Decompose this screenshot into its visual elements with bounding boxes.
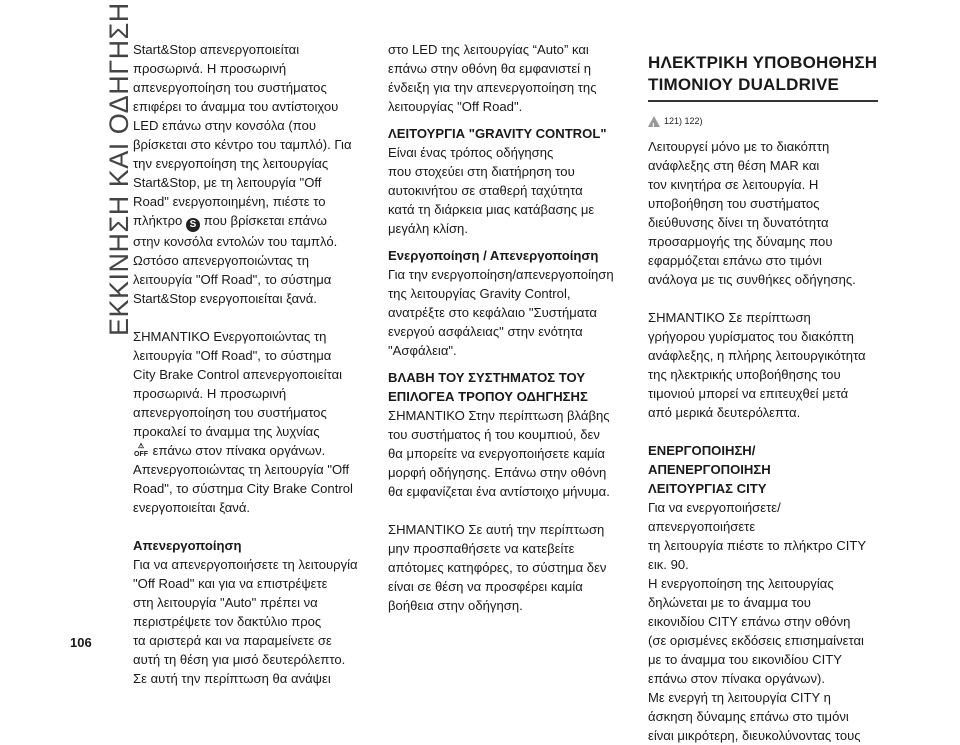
text-line: Με ενεργή τη λειτουργία CITY η <box>648 690 831 705</box>
text-line: Λειτουργεί μόνο με το διακόπτη <box>648 139 830 154</box>
text-line: βρίσκεται στο κέντρο του ταμπλό). Για <box>133 137 352 152</box>
text-line: ΣΗΜΑΝΤΙΚΟ Σε περίπτωση <box>648 310 811 325</box>
text-line: προσαρμογής της δύναμης που <box>648 234 833 249</box>
text-line: τη λειτουργία πιέστε το πλήκτρο CITY <box>648 538 867 553</box>
text-line: στο LED της λειτουργίας “Auto” και <box>388 42 589 57</box>
text-line: Σε αυτή την περίπτωση θα ανάψει <box>133 671 331 686</box>
text-line: "Ασφάλεια". <box>388 343 457 358</box>
text-line: άσκηση δύναμης επάνω στο τιμόνι <box>648 709 849 724</box>
section-title-dualdrive: ΗΛΕΚΤΡΙΚΗ ΥΠΟΒΟΗΘΗΣΗ ΤΙΜΟΝΙΟΥ DUALDRIVE <box>648 53 878 94</box>
paragraph-downhill-note <box>388 520 618 615</box>
text-line: λειτουργία "Off Road", το σύστημα <box>133 272 332 287</box>
warning-triangle-icon <box>648 116 660 127</box>
column-2 <box>388 40 618 615</box>
text-line: αυτή τη θέση για μισό δευτερόλεπτο. <box>133 652 346 667</box>
text-line: Start&Stop, με τη λειτουργία "Off <box>133 175 322 190</box>
text-line: είναι μικρότερη, διευκολύνοντας τους <box>648 728 861 743</box>
text-line: επάνω στην οθόνη θα εμφανιστεί η <box>388 61 592 76</box>
heading-activation: Ενεργοποίηση / Απενεργοποίηση <box>388 248 599 263</box>
text-line: Είναι ένας τρόπος οδήγησης <box>388 145 554 160</box>
text-line: βοήθεια στην οδήγηση. <box>388 598 523 613</box>
column-1 <box>133 40 358 688</box>
text-line: Απενεργοποιώντας τη λειτουργία "Off <box>133 462 350 477</box>
text-line: Start&Stop απενεργοποιείται <box>133 42 300 57</box>
heading-selector-fault: ΒΛΑΒΗ ΤΟΥ ΣΥΣΤΗΜΑΤΟΣ ΤΟΥ ΕΠΙΛΟΓΕΑ ΤΡΟΠΟΥ ΟΔΗΓΗΣΗΣ <box>388 370 588 404</box>
text-line: θα εμφανίζεται ένα αντίστοιχο μήνυμα. <box>388 484 610 499</box>
text-line: Ωστόσο απενεργοποιώντας τη <box>133 253 310 268</box>
paragraph-dualdrive <box>648 137 878 289</box>
text-line: που στοχεύει στη διατήρηση του <box>388 164 575 179</box>
side-section-title: ΕΚΚΙΝΗΣΗ ΚΑΙ ΟΔΗΓΗΣΗ <box>104 2 134 336</box>
text-line: στην κονσόλα εντολών του ταμπλό. <box>133 234 338 249</box>
text-line: τον κινητήρα σε λειτουργία. Η <box>648 177 819 192</box>
text-line: "Off Road" και για να επιστρέψετε <box>133 576 328 591</box>
text-line: υποβοήθηση του συστήματος <box>648 196 820 211</box>
text-line: ανάφλεξης στη θέση MAR και <box>648 158 820 173</box>
paragraph-city-brake-note <box>133 327 358 517</box>
text-line: είναι σε θέση να προσφέρει καμία <box>388 579 583 594</box>
paragraph-fault-note <box>388 406 618 501</box>
text-line: μορφή οδήγησης. Επάνω στην οθόνη <box>388 465 607 480</box>
text-line: κατά τη διάρκεια μιας κατάβασης με <box>388 202 595 217</box>
column-3 <box>648 40 878 745</box>
text-line: LED επάνω στην κονσόλα (που <box>133 118 317 133</box>
paragraph-ignition-note <box>648 308 878 422</box>
text-line: ενεργού ασφάλειας" στην ενότητα <box>388 324 583 339</box>
text-line: δηλώνεται με το άναμμα του <box>648 595 811 610</box>
text-line: Start&Stop ενεργοποιείται ξανά. <box>133 291 317 306</box>
text-line: City Brake Control απενεργοποιείται <box>133 367 343 382</box>
text-line: ΣΗΜΑΝΤΙΚΟ Ενεργοποιώντας τη <box>133 329 327 344</box>
text-line: ένδειξη για την απενεργοποίηση της <box>388 80 597 95</box>
text-line: Road", το σύστημα City Brake Control <box>133 481 353 496</box>
text-line: ΣΗΜΑΝΤΙΚΟ Σε αυτή την περίπτωση <box>388 522 605 537</box>
text-line: του συστήματος ή του κουμπιού, δεν <box>388 427 600 442</box>
warning-references: ! 121) 122) <box>648 112 878 131</box>
paragraph-city <box>648 498 878 745</box>
text-line: εικ. 90. <box>648 557 689 572</box>
text-line: (σε ορισμένες εκδόσεις επισημαίνεται <box>648 633 864 648</box>
text-line: της λειτουργίας Gravity Control, <box>388 286 571 301</box>
text-line: Για την ενεργοποίηση/απενεργοποίηση <box>388 267 614 282</box>
text-line: την ενεργοποίηση της λειτουργίας <box>133 156 329 171</box>
paragraph-gravity <box>388 143 618 238</box>
text-line: εικονιδίου CITY επάνω στην οθόνη <box>648 614 851 629</box>
text-line: στη λειτουργία "Auto" πρέπει να <box>133 595 318 610</box>
text-line: μεγάλη κλίση. <box>388 221 468 236</box>
text-line: απενεργοποίηση του συστήματος <box>133 80 327 95</box>
text-line: από μερικά δευτερόλεπτα. <box>648 405 801 420</box>
text-line: περιστρέψετε τον δακτύλιο προς <box>133 614 322 629</box>
text-line: απότομες κατηφόρες, το σύστημα δεν <box>388 560 607 575</box>
text-line: ανάφλεξης, η πλήρης λειτουργικότητα <box>648 348 866 363</box>
text-line: τα αριστερά και να παραμείνετε σε <box>133 633 332 648</box>
paragraph-auto-led <box>388 40 618 116</box>
text-line: γρήγορου γυρίσματος του διακόπτη <box>648 329 854 344</box>
text-line: ΣΗΜΑΝΤΙΚΟ Στην περίπτωση βλάβης <box>388 408 610 423</box>
text-line: αυτοκινήτου σε σταθερή ταχύτητα <box>388 183 583 198</box>
text-line: διεύθυνσης δίνει τη δυνατότητα <box>648 215 829 230</box>
text-line-with-icon: πλήκτρο S που βρίσκεται επάνω <box>133 213 328 230</box>
text-line: μην προσπαθήσετε να κατεβείτε <box>388 541 575 556</box>
heading-gravity-control: ΛΕΙΤΟΥΡΓΙΑ "GRAVITY CONTROL" <box>388 126 607 141</box>
text-line: Road" ενεργοποιημένη, πιέστε το <box>133 194 326 209</box>
text-line: απενεργοποίηση του συστήματος <box>133 405 327 420</box>
heading-city-function: ΕΝΕΡΓΟΠΟΙΗΣΗ/ΑΠΕΝΕΡΓΟΠΟΙΗΣΗ ΛΕΙΤΟΥΡΓΙΑΣ CITY <box>648 443 771 496</box>
text-line: της ηλεκτρικής υποβοήθησης του <box>648 367 841 382</box>
city-brake-off-warning-icon: ⚠ OFF <box>134 443 148 458</box>
text-line: ανάλογα με τις συνθήκες οδήγησης. <box>648 272 856 287</box>
heading-deactivation: Απενεργοποίηση <box>133 538 242 553</box>
text-line: με το άναμμα του εικονιδίου CITY <box>648 652 842 667</box>
text-line: Για να ενεργοποιήσετε/απενεργοποιήσετε <box>648 500 781 534</box>
text-line: εφαρμόζεται επάνω στο τιμόνι <box>648 253 822 268</box>
text-line: προσωρινά. Η προσωρινή <box>133 61 287 76</box>
text-line: προκαλεί το άναμμα της λυχνίας <box>133 424 320 439</box>
text-line-with-icon: ⚠ OFF επάνω στον πίνακα οργάνων. <box>134 443 326 458</box>
text-line: Για να απενεργοποιήσετε τη λειτουργία <box>133 557 358 572</box>
startstop-button-icon: S <box>186 218 200 232</box>
text-line: ενεργοποιείται ξανά. <box>133 500 251 515</box>
title-divider <box>648 100 878 102</box>
text-line: προσωρινά. Η προσωρινή <box>133 386 287 401</box>
page-number: 106 <box>70 635 92 650</box>
text-line: θα μπορείτε να ενεργοποιήσετε καμία <box>388 446 605 461</box>
text-line: λειτουργία "Off Road", το σύστημα <box>133 348 332 363</box>
text-line: επάνω στον πίνακα οργάνων). <box>648 671 826 686</box>
paragraph-startstop <box>133 40 358 308</box>
text-line: ανατρέξτε στο κεφάλαιο "Συστήματα <box>388 305 597 320</box>
paragraph-activation <box>388 265 618 360</box>
text-line: Η ενεργοποίηση της λειτουργίας <box>648 576 834 591</box>
paragraph-deactivation <box>133 555 358 688</box>
text-line: τιμονιού μπορεί να επιτευχθεί μετά <box>648 386 849 401</box>
text-line: λειτουργίας "Off Road". <box>388 99 523 114</box>
text-line: επιφέρει το άναμμα του αντίστοιχου <box>133 99 339 114</box>
